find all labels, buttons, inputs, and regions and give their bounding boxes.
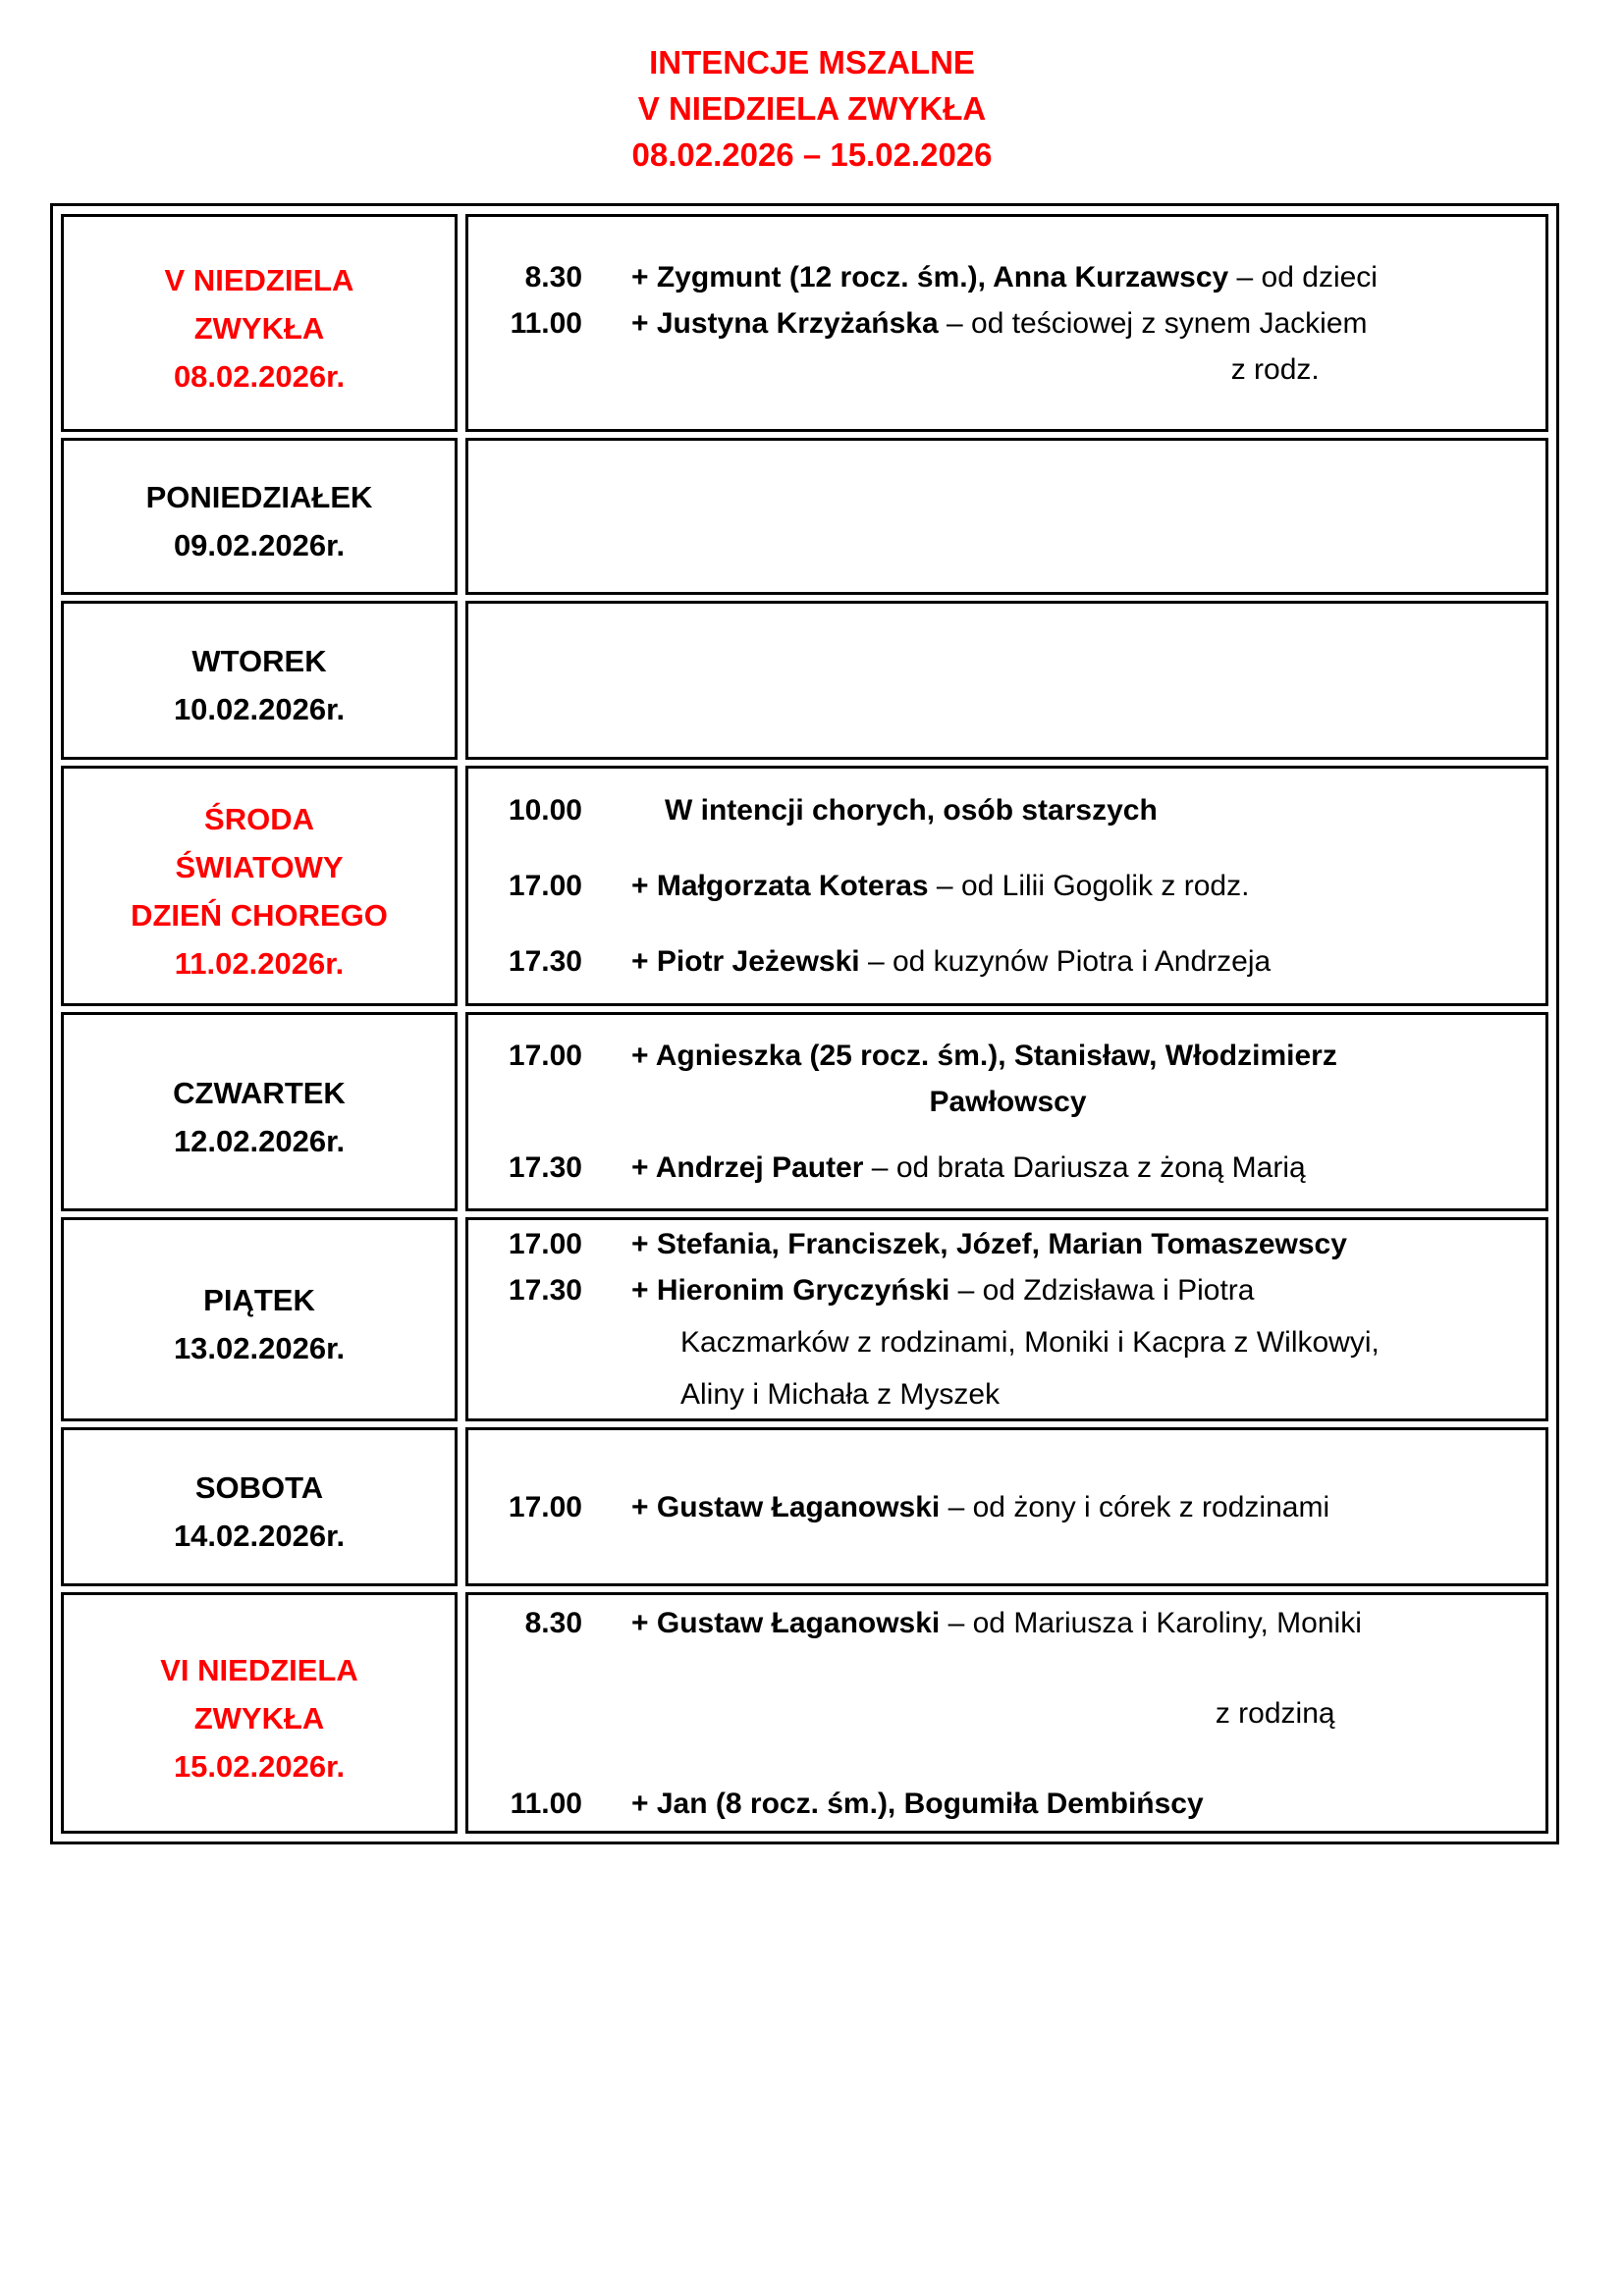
intention-text [631,787,1158,833]
day-line: 09.02.2026r. [173,528,346,562]
intention-line [494,1600,1522,1646]
day-cell [61,766,458,1006]
intentions-cell-empty [465,438,1548,595]
intention-bold: W intencji chorych, osób starszych [665,794,1158,827]
intention-detail: – od żony i córek z rodzinami [940,1490,1330,1523]
intentions-cell [465,766,1548,1006]
intention-line [494,863,1522,909]
intention-time: 17.00 [508,1490,582,1523]
schedule-row [61,601,1548,760]
day-line: ŚWIATOWY [175,849,344,884]
intentions-cell [465,214,1548,432]
intention-detail: – od kuzynów Piotra i Andrzeja [859,945,1272,978]
intention-bold: + Agnieszka (25 rocz. śm.), Stanisław, Włodzimierz [631,1040,1337,1072]
intention-continuation: Pawłowscy [929,1086,1087,1118]
day-cell [61,438,458,595]
intention-time: 17.00 [508,1228,582,1260]
intention-text [631,300,1368,347]
intention-text [631,938,1271,985]
day-line: 14.02.2026r. [173,1519,346,1553]
document-title [0,0,1624,178]
intention-text [631,1221,1347,1267]
day-cell [61,214,458,432]
intention-text [631,254,1378,300]
intention-time: 11.00 [510,306,582,340]
intention-line [494,1033,1522,1079]
intention-line [494,938,1522,985]
intention-line [494,1267,1522,1313]
intention-time: 17.30 [508,1151,582,1184]
intention-bold: + Gustaw Łaganowski [631,1606,941,1639]
intention-bold: + Jan (8 rocz. śm.), Bogumiła Dembińscy [631,1787,1204,1820]
intention-time: 11.00 [510,1787,582,1820]
day-line: VI NIEDZIELA [160,1652,358,1687]
intention-text [631,1600,1362,1646]
intention-time: 8.30 [524,1606,582,1639]
day-line: SOBOTA [194,1470,324,1505]
schedule-row [61,1427,1548,1586]
intention-bold: + Stefania, Franciszek, Józef, Marian Tomaszewscy [631,1228,1347,1260]
day-line: 10.02.2026r. [173,692,346,726]
intention-line [494,1145,1522,1191]
intention-detail: – od Mariusza i Karoliny, Moniki [940,1606,1362,1639]
day-line: PONIEDZIAŁEK [145,480,373,514]
intention-text [631,1033,1337,1079]
intention-time: 17.30 [508,1274,582,1307]
day-line: PIĄTEK [203,1283,315,1317]
intention-text [631,1267,1254,1313]
intention-bold: + Hieronim Gryczyński [631,1274,950,1307]
intention-line [494,254,1522,300]
title-line-3: 08.02.2026 – 15.02.2026 [631,136,993,173]
day-cell [61,1592,458,1834]
intention-bold: + Zygmunt (12 rocz. śm.), Anna Kurzawscy [631,260,1229,294]
intention-text [631,1484,1329,1530]
intention-continuation: z rodziną [1215,1696,1335,1730]
schedule-row [61,766,1548,1006]
schedule-row [61,1592,1548,1834]
schedule-row [61,1012,1548,1211]
day-line: 08.02.2026r. [173,358,346,394]
intention-detail: – od brata Dariusza z żoną Marią [863,1151,1306,1184]
schedule-table [50,203,1559,1844]
intention-continuation: Kaczmarków z rodzinami, Moniki i Kacpra z Wilkowyi, [680,1326,1380,1359]
intention-time: 8.30 [524,260,582,294]
schedule-row [61,214,1548,432]
schedule-row [61,438,1548,595]
day-line: CZWARTEK [173,1075,346,1110]
day-line: 11.02.2026r. [174,945,345,981]
intentions-cell [465,1217,1548,1421]
title-line-2: V NIEDZIELA ZWYKŁA [637,90,987,127]
intention-time: 17.00 [508,870,582,902]
intention-continuation: z rodz. [1230,352,1320,386]
day-cell [61,1012,458,1211]
intention-time: 17.30 [508,945,582,978]
intention-bold: + Justyna Krzyżańska [631,306,939,340]
intention-bold: + Andrzej Pauter [631,1151,864,1184]
day-line: V NIEDZIELA [164,262,354,297]
day-line: 13.02.2026r. [173,1331,346,1365]
intentions-cell-empty [465,601,1548,760]
day-line: 12.02.2026r. [173,1123,346,1158]
intention-text [631,1781,1204,1827]
intention-line [494,300,1522,347]
day-line: ŚRODA [204,801,314,836]
intention-text [631,1145,1306,1191]
day-line: ZWYKŁA [193,1700,325,1735]
intentions-cell [465,1427,1548,1586]
intention-detail: – od dzieci [1228,260,1378,294]
intention-continuation: Aliny i Michała z Myszek [680,1378,1001,1411]
schedule-row [61,1217,1548,1421]
intention-bold: + Gustaw Łaganowski [631,1490,941,1523]
intentions-cell [465,1012,1548,1211]
day-line: DZIEŃ CHOREGO [131,897,388,933]
day-line: WTOREK [191,644,327,678]
day-line: ZWYKŁA [193,310,325,346]
day-line: 15.02.2026r. [173,1748,346,1784]
intention-bold: + Piotr Jeżewski [631,945,860,978]
intention-text [631,863,1249,909]
intention-bold: + Małgorzata Koteras [631,870,929,902]
intention-line [494,1484,1522,1530]
intentions-cell [465,1592,1548,1834]
intention-line [494,1781,1522,1827]
intention-line [494,1221,1522,1267]
day-cell [61,1427,458,1586]
intention-line [494,787,1522,833]
intention-detail: – od Lilii Gogolik z rodz. [928,870,1250,902]
title-line-1: INTENCJE MSZALNE [649,44,975,80]
intention-time: 17.00 [508,1040,582,1072]
intention-time: 10.00 [508,794,582,827]
day-cell [61,601,458,760]
intention-detail: – od Zdzisława i Piotra [949,1274,1255,1307]
day-cell [61,1217,458,1421]
intention-detail: – od teściowej z synem Jackiem [938,306,1368,340]
